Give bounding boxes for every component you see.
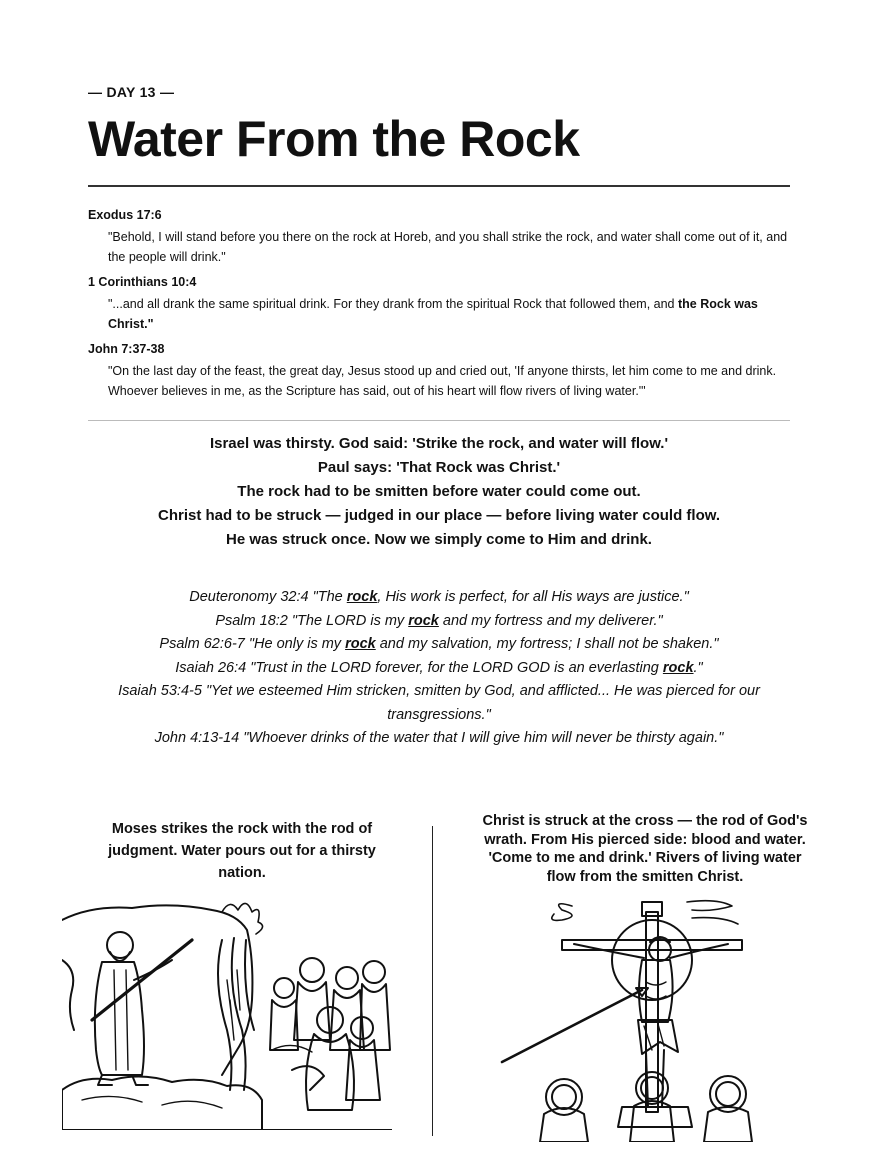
verse-text: and my fortress and my deliverer." bbox=[438, 612, 663, 629]
summary-line: Christ had to be struck — judged in our place — before living water could flow. He was struck once. Now we simply come to Him and drink. bbox=[158, 507, 721, 548]
reference-text: "Behold, I will stand before you there on the rock at Horeb, and you shall strike the rock, and water shall come out of it, and the people will drink." bbox=[108, 230, 788, 264]
rock-keyword: rock bbox=[408, 612, 439, 629]
verse-text: Isaiah 26:4 "Trust in the LORD forever, for the LORD GOD is an everlasting bbox=[175, 659, 663, 676]
verse-text: , His work is perfect, for all His ways are justice." bbox=[377, 589, 689, 605]
column-divider bbox=[432, 826, 433, 1136]
supporting-verses bbox=[88, 586, 790, 751]
cross-caption: Christ is struck at the cross — the rod of God's wrath. From His pierced side: blood and water. 'Come to me and drink.' Rivers of living water flow from the smitten Christ. bbox=[482, 813, 808, 885]
verse-text: Psalm 62:6-7 "He only is my bbox=[159, 636, 346, 652]
summary-line: The rock had to be smitten before water could come out. bbox=[237, 483, 641, 500]
reference-label: 1 Corinthians 10:4 bbox=[88, 275, 197, 289]
verse-line bbox=[88, 610, 790, 634]
verse-text: Psalm 18:2 "The LORD is my bbox=[215, 612, 409, 629]
verse-text: Deuteronomy 32:4 "The bbox=[189, 589, 347, 605]
verse-line bbox=[88, 586, 790, 610]
reference-text bbox=[108, 294, 790, 334]
reference-label: John 7:37-38 bbox=[88, 342, 165, 356]
reference-label: Exodus 17:6 bbox=[88, 208, 162, 222]
verse-text: and my salvation, my fortress; I shall not be shaken." bbox=[375, 636, 719, 652]
day-label: — DAY 13 — bbox=[88, 84, 175, 100]
verse-text: ." bbox=[693, 659, 703, 676]
devotional-summary bbox=[88, 432, 790, 552]
summary-line: Israel was thirsty. God said: 'Strike the rock, and water will flow.' bbox=[209, 435, 669, 452]
rock-keyword: rock bbox=[345, 636, 376, 652]
verse-line bbox=[88, 657, 790, 681]
verse-line: Isaiah 53:4-5 "Yet we esteemed Him stricken, smitten by God, and afflicted... He was pierced for our transgressions." bbox=[118, 683, 760, 723]
summary-line: Paul says: 'That Rock was Christ.' bbox=[317, 459, 561, 476]
verse-line bbox=[88, 633, 790, 657]
crucifixion-illustration bbox=[492, 892, 782, 1142]
title-divider bbox=[88, 185, 790, 187]
moses-caption: Moses strikes the rock with the rod of judgment. Water pours out for a thirsty nation. bbox=[108, 821, 376, 881]
reference-text-plain: "...and all drank the same spiritual drink. For they drank from the spiritual Rock that followed them, and bbox=[108, 297, 678, 311]
rock-keyword: rock bbox=[662, 659, 694, 676]
rock-keyword: rock bbox=[346, 589, 378, 605]
scripture-references bbox=[88, 208, 790, 409]
page-title: Water From the Rock bbox=[88, 111, 580, 167]
moses-strikes-rock-illustration bbox=[62, 900, 392, 1130]
reference-text: "On the last day of the feast, the great day, Jesus stood up and cried out, 'If anyone thirsts, let him come to me and drink. Whoever believes in me, as the Scripture has said, out of his heart will flow rivers of living water.'" bbox=[108, 364, 777, 398]
reference-text-bold: the Rock was Christ." bbox=[108, 297, 758, 331]
section-divider bbox=[88, 420, 790, 421]
verse-line: John 4:13-14 "Whoever drinks of the water that I will give him will never be thirsty again." bbox=[154, 730, 724, 746]
